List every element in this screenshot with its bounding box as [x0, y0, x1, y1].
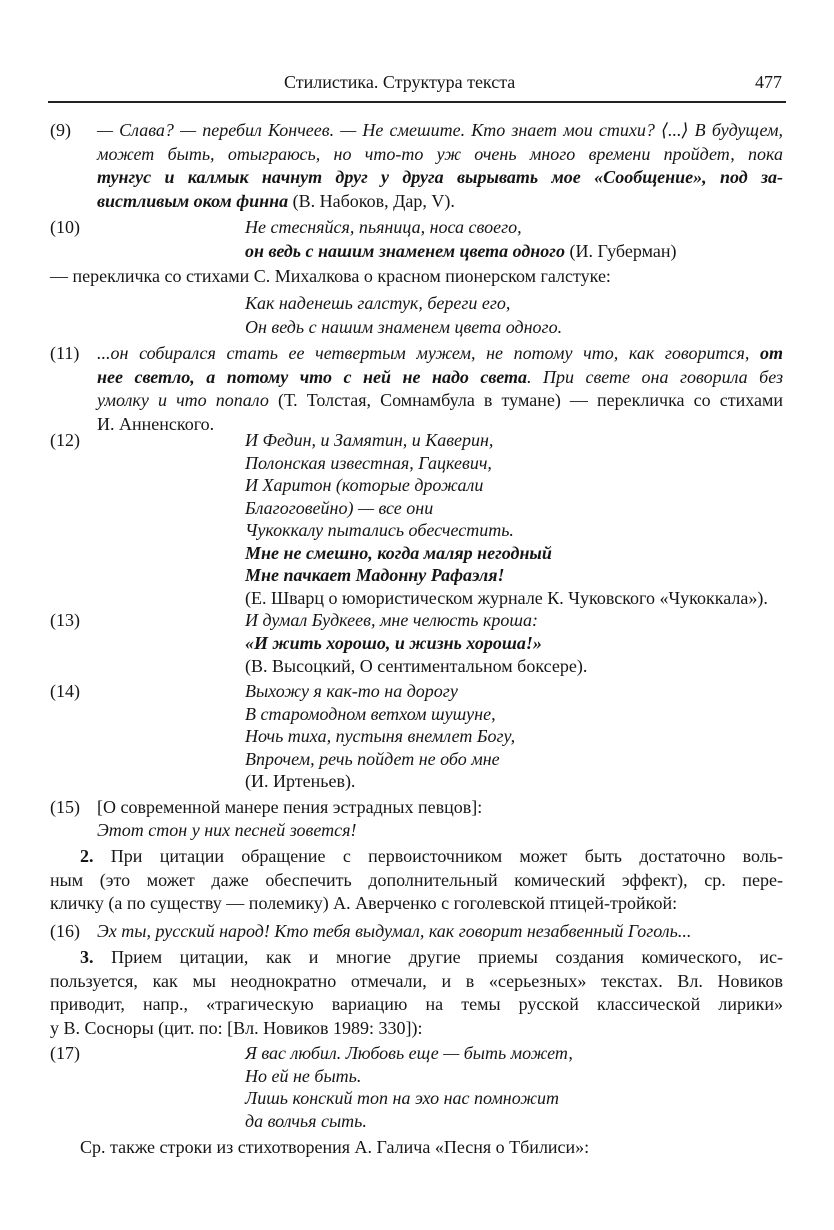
text-line — [245, 748, 783, 771]
example-number: (13) — [50, 610, 80, 630]
block-text — [245, 216, 783, 263]
text-line — [97, 819, 783, 842]
plain-text: (И. Губерман) — [564, 240, 677, 261]
text-line — [245, 564, 783, 587]
plain-text: При цитации обращение с первоисточником может быть достаточно воль- — [93, 846, 783, 866]
text-line — [245, 292, 783, 316]
text-line — [245, 587, 783, 610]
quoted-text: Полонская известная, Гацкевич, — [245, 452, 492, 473]
text-line — [245, 632, 783, 655]
text-line — [245, 216, 783, 240]
block-text — [50, 265, 783, 289]
text-line — [50, 993, 783, 1017]
plain-text: [О современной манере пения эстрадных певцов]: — [97, 797, 483, 817]
text-line — [50, 1017, 783, 1041]
text-line — [245, 429, 783, 452]
text-line — [245, 1065, 783, 1088]
quoted-text: И думал Будкеев, мне челюсть кроша: — [245, 610, 538, 630]
text-line — [97, 796, 783, 819]
emphasized-text: он ведь с нашим знаменем цвета одного — [245, 240, 565, 261]
block-text — [245, 429, 783, 609]
example-number: (14) — [50, 681, 80, 701]
text-line — [50, 970, 783, 994]
plain-text: (В. Высоцкий, О сентиментальном боксере). — [245, 656, 588, 676]
plain-text: (Т. Толстая, Сомнамбула в тумане) — перекличка со стихами — [268, 390, 784, 411]
emphasized-text: 3. — [80, 947, 94, 967]
text-line — [245, 770, 783, 793]
plain-text: — перекличка со стихами С. Михалкова о красном пионерском галстуке: — [50, 266, 611, 286]
plain-text: Прием цитации, как и многие другие приемы создания комического, ис- — [93, 947, 783, 967]
example-number: (16) — [50, 921, 80, 941]
quoted-text: может быть, отыграюсь, но что-то уж очень много времени пройдет, пока — [97, 143, 783, 164]
text-line — [97, 366, 783, 390]
block-text — [50, 845, 783, 916]
quoted-text: Выхожу я как-то на дорогу — [245, 681, 458, 701]
header-rule — [48, 101, 786, 103]
text-line — [97, 143, 783, 167]
text-line — [97, 389, 783, 413]
emphasized-text: тунгус и калмык начнут друг у друга вырывать мое «Сообщение», под за- — [97, 167, 783, 188]
text-line — [97, 190, 783, 214]
text-line — [50, 845, 783, 869]
plain-text: (Е. Шварц о юмористическом журнале К. Чуковского «Чукоккала»). — [245, 587, 768, 608]
plain-text: (В. Набоков, Дар, V). — [288, 190, 455, 211]
text-line — [97, 119, 783, 143]
block-text — [245, 1042, 783, 1132]
plain-text: Ср. также строки из стихотворения А. Галича «Песня о Тбилиси»: — [80, 1137, 590, 1157]
example-number: (11) — [50, 343, 80, 363]
quoted-text: . При свете она говорила без — [526, 366, 783, 387]
quoted-text: ...он собирался стать ее четвертым мужем, не потому что, как говорится, — [97, 343, 760, 363]
text-line — [245, 474, 783, 497]
block-text — [97, 920, 783, 944]
quoted-text: Эх ты, русский народ! Кто тебя выдумал, как говорит незабвенный Гоголь... — [97, 921, 692, 941]
example-number: (17) — [50, 1043, 80, 1063]
block-text — [97, 796, 783, 842]
plain-text: приводит, напр., «трагическую вариацию на темы русской классической лирики» — [50, 994, 783, 1015]
emphasized-text: вистливым оком финна — [97, 190, 289, 211]
plain-text: у В. Сосноры (цит. по: [Вл. Новиков 1989: 330]): — [50, 1017, 423, 1038]
text-line — [245, 1110, 783, 1133]
emphasized-text: Мне не смешно, когда маляр негодный — [245, 542, 552, 563]
text-line — [245, 240, 783, 264]
block-text — [245, 609, 783, 678]
plain-text: кличку (а по существу — полемику) А. Аверченко с гоголевской птицей-тройкой: — [50, 893, 678, 914]
emphasized-text: 2. — [80, 846, 94, 866]
text-line — [80, 1136, 783, 1160]
text-line — [245, 542, 783, 565]
block-text — [245, 680, 783, 793]
quoted-text: Я вас любил. Любовь еще — быть может, — [245, 1043, 573, 1063]
page-number: 477 — [755, 72, 782, 92]
emphasized-text: Мне пачкает Мадонну Рафаэля! — [245, 565, 505, 585]
text-line — [50, 946, 783, 970]
text-line — [245, 655, 783, 678]
emphasized-text: от — [759, 343, 783, 363]
example-number: (12) — [50, 430, 80, 450]
quoted-text: Этот стон у них песней зовется! — [97, 820, 357, 840]
quoted-text: Лишь конский топ на эхо нас помножит — [245, 1088, 560, 1108]
text-line — [97, 342, 783, 366]
block-text — [80, 1136, 783, 1160]
plain-text: ным (это может даже обеспечить дополнительный комический эффект), ср. пере- — [50, 869, 783, 890]
text-line — [245, 680, 783, 703]
quoted-text: Благоговейно) — все они — [245, 497, 434, 518]
example-number: (15) — [50, 797, 80, 817]
quoted-text: Чукоккалу пытались обесчестить. — [245, 520, 514, 540]
text-line — [245, 1042, 783, 1065]
text-line — [245, 609, 783, 632]
text-line — [245, 703, 783, 726]
text-line — [245, 452, 783, 475]
quoted-text: Впрочем, речь пойдет не обо мне — [245, 748, 500, 769]
emphasized-text: «И жить хорошо, и жизнь хороша!» — [245, 633, 542, 653]
plain-text: И. Анненского. — [97, 413, 215, 434]
text-line — [245, 316, 783, 340]
block-text — [245, 292, 783, 339]
emphasized-text: нее светло, а потому что с ней не надо света — [97, 366, 527, 387]
plain-text: (И. Иртеньев). — [245, 771, 356, 791]
quoted-text: да волчья сыть. — [245, 1110, 367, 1131]
running-header-title: Стилистика. Структура текста — [284, 72, 516, 92]
quoted-text: И Харитон (которые дрожали — [245, 475, 484, 495]
quoted-text: Не стесняйся, пьяница, носа своего, — [245, 217, 522, 237]
text-line — [245, 725, 783, 748]
block-text — [97, 119, 783, 213]
quoted-text: Ночь тиха, пустыня внемлет Богу, — [245, 726, 516, 746]
quoted-text: умолку и что попало — [97, 390, 269, 411]
text-line — [97, 166, 783, 190]
text-line — [97, 920, 783, 944]
quoted-text: И Федин, и Замятин, и Каверин, — [245, 430, 494, 450]
example-number: (10) — [50, 217, 80, 237]
quoted-text: Но ей не быть. — [245, 1065, 362, 1086]
text-line — [245, 497, 783, 520]
block-text — [50, 946, 783, 1040]
text-line — [50, 892, 783, 916]
plain-text: пользуется, как мы неоднократно отмечали, и в «серьезных» текстах. Вл. Новиков — [50, 970, 783, 991]
text-line — [50, 869, 783, 893]
quoted-text: В старомодном ветхом шушуне, — [245, 703, 496, 724]
text-line — [245, 1087, 783, 1110]
block-text — [97, 342, 783, 436]
example-number: (9) — [50, 120, 71, 140]
quoted-text: — Слава? — перебил Кончеев. — Не смешите. Кто знает мои стихи? ⟨...⟩ В будущем, — [97, 120, 783, 140]
text-line — [50, 265, 783, 289]
quoted-text: Он ведь с нашим знаменем цвета одного. — [245, 316, 563, 337]
text-line — [245, 519, 783, 542]
quoted-text: Как наденешь галстук, береги его, — [245, 293, 511, 313]
